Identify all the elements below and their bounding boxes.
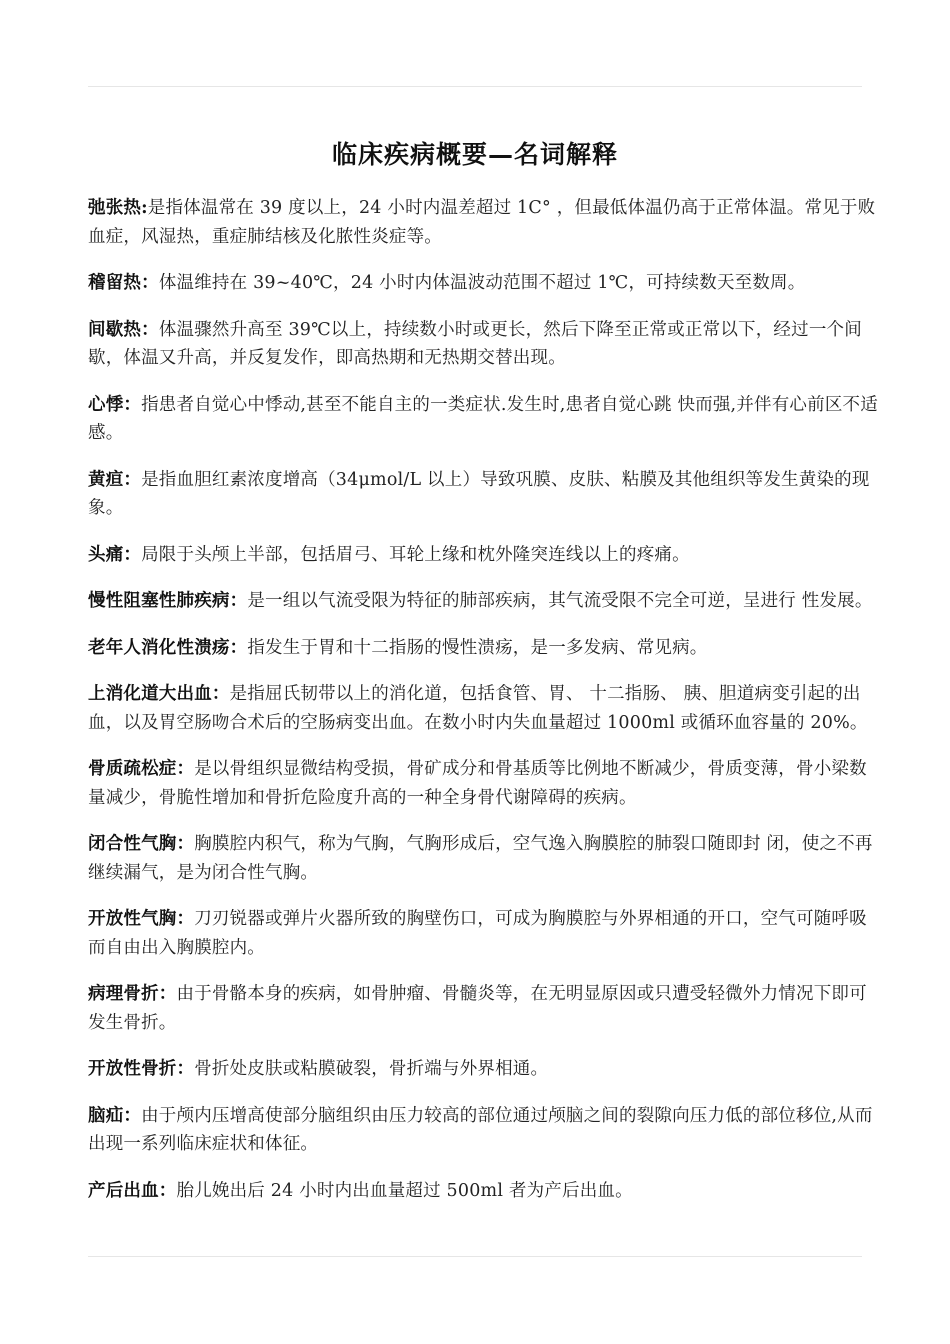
glossary-definition: 由于颅内压增高使部分脑组织由压力较高的部位通过颅脑之间的裂隙向压力低的部位移位,从而出现一系列临床症状和体征。 <box>88 1105 873 1154</box>
glossary-term: 病理骨折： <box>88 984 177 1004</box>
glossary-definition: 是以骨组织显微结构受损，骨矿成分和骨基质等比例地不断减少，骨质变薄，骨小梁数量减少，骨脆性增加和骨折危险度升高的一种全身骨代谢障碍的疾病。 <box>88 759 867 808</box>
glossary-entry <box>88 391 878 448</box>
glossary-entry <box>88 755 878 812</box>
glossary-entry <box>88 466 878 523</box>
glossary-definition: 局限于头颅上半部，包括眉弓、耳轮上缘和枕外隆突连线以上的疼痛。 <box>141 544 690 565</box>
glossary-entry <box>88 269 878 298</box>
glossary-term: 慢性阻塞性肺疾病： <box>88 591 248 611</box>
glossary-term: 老年人消化性溃疡： <box>88 637 248 658</box>
glossary-definition: 刀刃锐器或弹片火器所致的胸壁伤口，可成为胸膜腔与外界相通的开口，空气可随呼吸而自由出入胸膜腔内。 <box>88 909 867 958</box>
glossary-term: 黄疸： <box>88 469 142 490</box>
glossary-term: 开放性骨折： <box>88 1059 195 1079</box>
glossary-definition: 是指体温常在 39 度以上，24 小时内温差超过 1C° ，但最低体温仍高于正常体温。常见于败血症，风湿热，重症肺结核及化脓性炎症等。 <box>88 198 876 247</box>
glossary-definition: 指患者自觉心中悸动,甚至不能自主的一类症状.发生时,患者自觉心跳 快而强,并伴有心前区不适感。 <box>88 394 878 443</box>
glossary-entry <box>88 980 878 1037</box>
glossary-entry <box>88 1102 878 1159</box>
glossary-term: 上消化道大出血： <box>88 684 230 704</box>
glossary-definition: 体温骤然升高至 39℃以上，持续数小时或更长，然后下降至正常或正常以下，经过一个间歇，体温又升高，并反复发作，即高热期和无热期交替出现。 <box>88 319 862 368</box>
glossary-term: 脑疝： <box>88 1105 142 1126</box>
glossary-definition: 胸膜腔内积气，称为气胸，气胸形成后，空气逸入胸膜腔的肺裂口随即封 闭，使之不再继续漏气，是为闭合性气胸。 <box>88 834 873 883</box>
glossary-definition: 胎儿娩出后 24 小时内出血量超过 500ml 者为产后出血。 <box>176 1180 633 1201</box>
glossary-definition: 是一组以气流受限为特征的肺部疾病，其气流受限不完全可逆，呈进行 性发展。 <box>247 591 873 611</box>
glossary-term: 开放性气胸： <box>88 909 195 929</box>
glossary-entry <box>88 541 878 570</box>
top-divider <box>88 86 862 87</box>
glossary-term: 稽留热： <box>88 273 159 293</box>
glossary-term: 心悸： <box>88 394 142 415</box>
bottom-divider <box>88 1256 862 1257</box>
glossary-term: 弛张热: <box>88 198 148 218</box>
glossary-entry <box>88 830 878 887</box>
glossary-entry <box>88 316 878 373</box>
glossary-term: 头痛： <box>88 544 142 565</box>
glossary-entry <box>88 587 878 616</box>
glossary-definition: 是指血胆红素浓度增高（34μmol/L 以上）导致巩膜、皮肤、粘膜及其他组织等发生黄染的现象。 <box>88 469 870 518</box>
glossary-definition: 骨折处皮肤或粘膜破裂，骨折端与外界相通。 <box>194 1059 549 1079</box>
glossary-entry <box>88 634 878 663</box>
page-title: 临床疾病概要—名词解释 <box>331 139 618 169</box>
glossary-definition: 由于骨骼本身的疾病，如骨肿瘤、骨髓炎等，在无明显原因或只遭受轻微外力情况下即可发生骨折。 <box>88 984 867 1033</box>
glossary-term: 闭合性气胸： <box>88 834 195 854</box>
glossary-entry <box>88 905 878 962</box>
glossary-term: 产后出血： <box>88 1180 177 1201</box>
glossary-definition: 指发生于胃和十二指肠的慢性溃疡，是一多发病、常见病。 <box>247 637 708 658</box>
glossary-entry <box>88 1177 878 1206</box>
glossary-definition: 是指屈氏韧带以上的消化道，包括食管、胃、 十二指肠、 胰、胆道病变引起的出血，以及胃空肠吻合术后的空肠病变出血。在数小时内失血量超过 1000ml 或循环血容量的 20%。 <box>88 684 868 733</box>
glossary-entry <box>88 1055 878 1084</box>
glossary-term: 间歇热： <box>88 319 159 340</box>
glossary-definition: 体温维持在 39~40℃，24 小时内体温波动范围不超过 1℃，可持续数天至数周。 <box>158 273 806 293</box>
glossary-entry <box>88 680 878 737</box>
glossary-list <box>88 194 878 1223</box>
glossary-entry <box>88 194 878 251</box>
glossary-term: 骨质疏松症： <box>88 759 195 779</box>
